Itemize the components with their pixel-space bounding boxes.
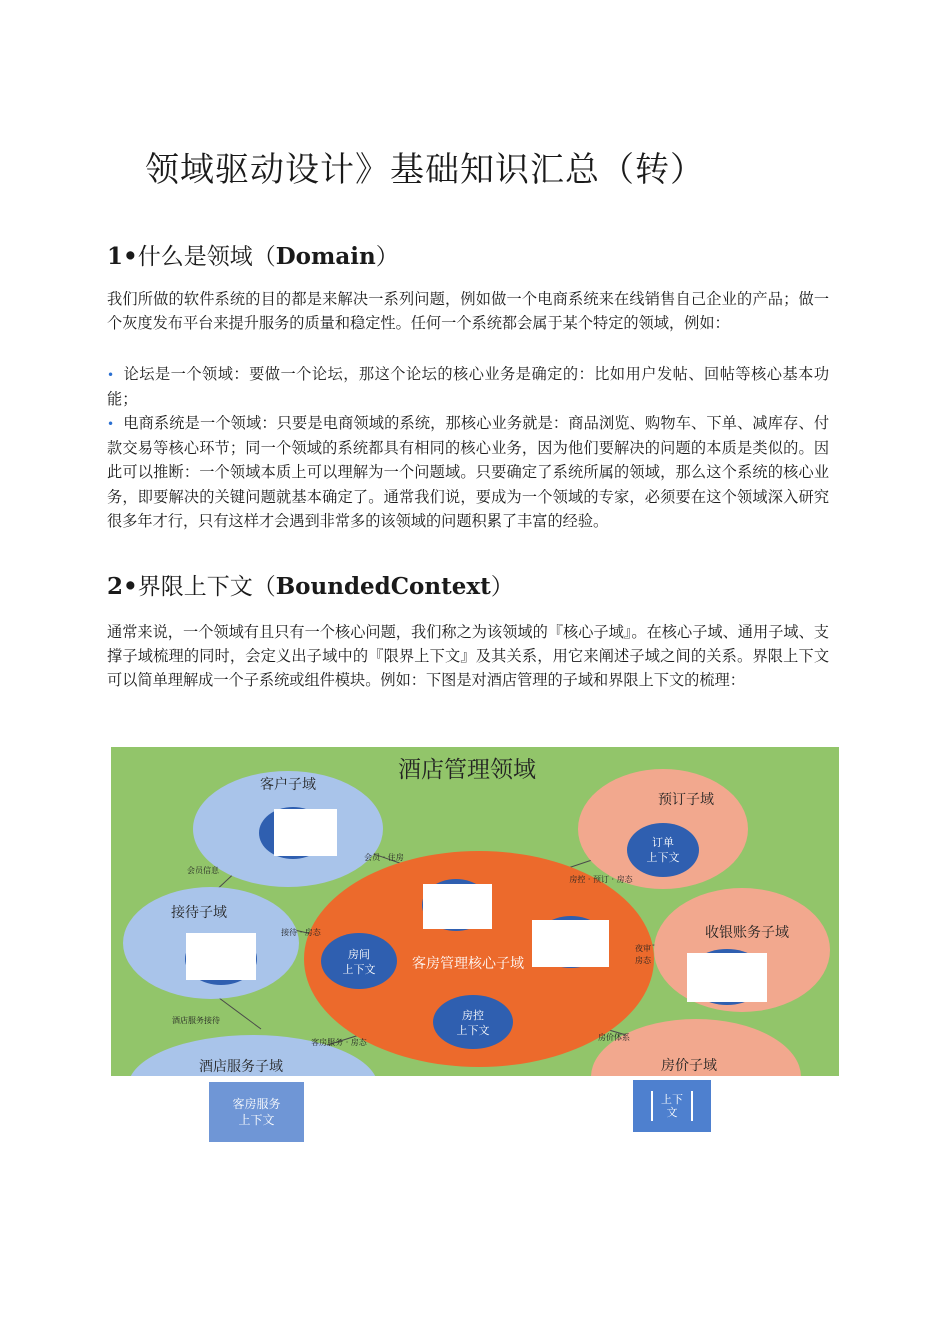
redaction-block [274,809,337,856]
reception-domain-label: 接待子域 [171,905,227,921]
relation-label: 接待 · 房态 [281,928,321,937]
room-context-label-2: 上下文 [342,963,376,976]
room-service-context-label-2: 上下文 [238,1113,275,1127]
partial-context-box [633,1080,711,1132]
order-context-label-2: 上下文 [646,851,680,864]
bullet-ecommerce [107,411,829,533]
heading-close: ） [490,574,514,600]
order-context-label: 订单 [652,836,674,849]
customer-domain-label: 客户子域 [260,777,316,793]
relation-label: 房态 [635,956,651,965]
bullet-text: 论坛是一个领域：要做一个论坛，那这个论坛的核心业务是确定的：比如用户发帖、回帖等核心基本功能； [107,365,829,409]
relation-label: 夜审 [635,944,651,953]
room-control-context-label-2: 上下文 [456,1024,490,1037]
section-heading-bounded-context [107,568,514,601]
bullet-dot-icon: • [107,417,115,431]
relation-label: 会员 · 住房 [364,853,404,862]
domain-intro-paragraph: 我们所做的软件系统的目的都是来解决一系列问题，例如做一个电商系统来在线销售自己企业的产品；做一个灰度发布平台来提升服务的质量和稳定性。任何一个系统都会属于某个特定的领域，例如： [107,290,829,333]
heading-text: 界限上下文（ [137,574,276,600]
room-control-context-label: 房控 [462,1009,484,1022]
heading-latin: BoundedContext [275,573,491,600]
relation-label: 房控 · 预订 · 房态 [569,875,633,884]
core-domain-label: 客房管理核心子域 [412,956,524,972]
bullet-text: 电商系统是一个领域：只要是电商领域的系统，那核心业务就是：商品浏览、购物车、下单、减库存、付款交易等核心环节；同一个领域的系统都具有相同的核心业务，因为他们要解决的问题的本质是类似的。因此可以推断：一个领域本质上可以理解为一个问题域。只要确定了系统所属的领域，那么这个系统的核心业务，即要解决的关键问题就基本确定了。通常我们说，要成为一个领域的专家，必须要在这个领域深入研究很多年才行，只有这样才会遇到非常多的该领域的问题积累了丰富的经验。 [107,414,829,530]
relation-label: 会员信息 [187,866,219,875]
relation-label: 酒店服务接待 [172,1016,220,1025]
section-heading-domain [107,238,399,271]
section-number: 1• [107,243,138,270]
hotel-service-domain-label: 酒店服务子域 [199,1059,283,1075]
room-context [321,933,397,989]
room-control-context [433,995,513,1049]
redaction-block [186,933,256,980]
heading-close: ） [375,244,399,270]
room-context-label: 房间 [348,948,370,961]
bounded-context-paragraph: 通常来说，一个领域有且只有一个核心问题，我们称之为该领域的『核心子域』。在核心子域、通用子域、支撑子域梳理的同时，会定义出子域中的『限界上下文』及其关系，用它来阐述子域之间的关系。界限上下文可以简单理解成一个子系统或组件模块。例如：下图是对酒店管理的子域和界限上下文的梳理： [107,623,829,690]
redaction-block [423,884,492,929]
booking-domain-label: 预订子域 [658,792,714,808]
room-service-context-label: 客房服务 [232,1097,281,1111]
hotel-domain-diagram [111,747,839,1076]
room-service-context-box [209,1082,304,1142]
diagram-title: 酒店管理领域 [398,757,536,783]
order-context [627,823,699,877]
bullet-dot-icon: • [107,368,115,382]
section-number: 2• [107,573,138,600]
pricing-domain-label: 房价子域 [661,1058,717,1074]
partial-context-label-2: 文 [666,1106,678,1119]
relation-label: 客房服务 · 房态 [311,1038,367,1047]
heading-text: 什么是领域（ [137,244,276,270]
heading-latin: Domain [275,243,376,270]
redaction-block [687,953,767,1002]
redaction-block [532,920,609,967]
bullet-forum [107,362,829,411]
page-title: 领域驱动设计》基础知识汇总（转） [145,150,705,190]
billing-domain-label: 收银账务子域 [705,925,789,941]
relation-label: 房价体系 [598,1033,630,1042]
partial-context-label: 上下 [661,1093,683,1106]
